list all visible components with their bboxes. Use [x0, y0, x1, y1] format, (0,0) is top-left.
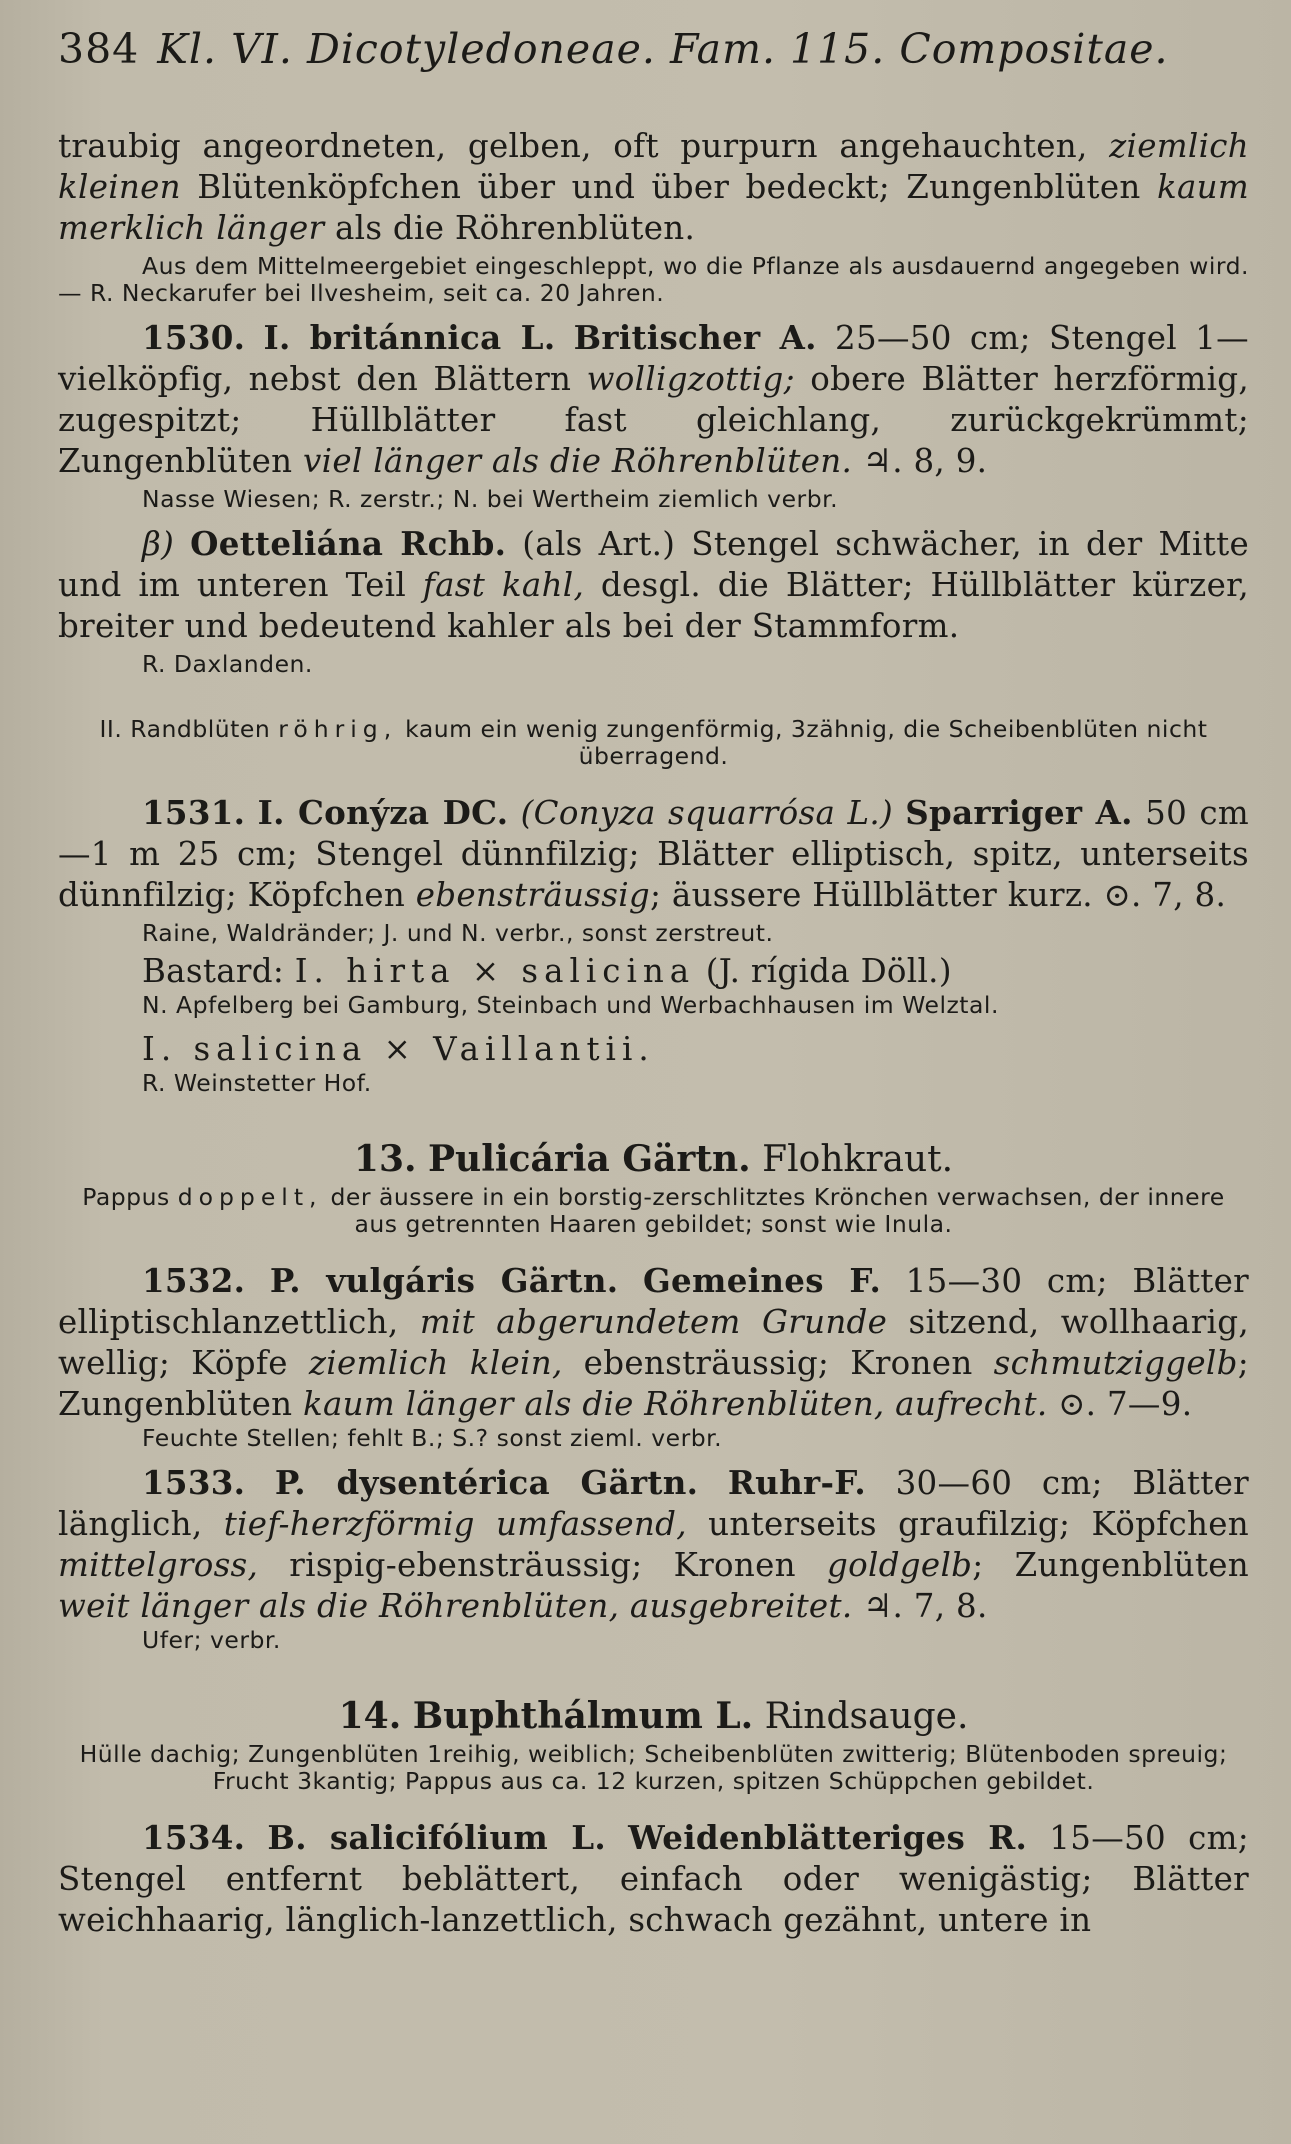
habitat-note: R. Weinstetter Hof.	[142, 1069, 372, 1097]
habitat-note: Aus dem Mittelmeergebiet eingeschleppt, wo die Pflanze als ausdauernd angegeben wird. — R. Neckarufer bei Ilvesheim, seit ca. 20 Jahren.	[58, 252, 1249, 307]
continued-description: traubig angeordneten, gelben, oft purpurn angehauchten, ziemlich kleinen Blütenköpfchen über und über bedeckt; Zungenblüten kaum merklich länger als die Röhrenblüten.	[58, 127, 1249, 247]
hybrid-entry: I. salicina × Vaillantii.	[142, 1030, 655, 1068]
habitat-note: Ufer; verbr.	[142, 1626, 281, 1654]
habitat-note: R. Daxlanden.	[142, 650, 313, 678]
species-1534: 1534. B. salicifólium L. Weidenblätteriges R. 15—50 cm; Stengel entfernt beblättert, einfach oder wenigästig; Blätter weichhaarig, länglich-lanzettlich, schwach gezähnt, untere in	[58, 1818, 1250, 1939]
page-body	[58, 126, 1249, 1941]
habitat-note: N. Apfelberg bei Gamburg, Steinbach und Werbachhausen im Welztal.	[142, 991, 999, 1019]
habitat-note: Nasse Wiesen; R. zerstr.; N. bei Wertheim ziemlich verbr.	[142, 485, 839, 513]
habitat-note: Raine, Waldränder; J. und N. verbr., sonst zerstreut.	[142, 919, 774, 947]
running-title: Kl. VI. Dicotyledoneae. Fam. 115. Compositae.	[157, 25, 1169, 73]
species-1532: 1532. P. vulgáris Gärtn. Gemeines F. 15—30 cm; Blätter elliptischlanzettlich, mit abgerundetem Grunde sitzend, wollhaarig, wellig; Köpfe ziemlich klein, ebensträussig; Kronen schmutziggelb; Zungenblüten kaum länger als die Röhrenblüten, aufrecht. ⊙. 7—9.	[58, 1261, 1249, 1423]
species-number: 1530.	[142, 318, 246, 357]
habitat-note: Feuchte Stellen; fehlt B.; S.? sonst zieml. verbr.	[142, 1424, 723, 1452]
hybrid-entry: Bastard: I. hirta × salicina (J. rígida Döll.)	[142, 952, 952, 990]
genus-heading-14: 14. Buphthálmum L. Rindsauge.	[338, 1695, 969, 1737]
species-name: I. británnica L.	[263, 318, 556, 357]
variety-beta: β) Oetteliána Rchb. (als Art.) Stengel schwächer, in der Mitte und im unteren Teil fast kahl, desgl. die Blätter; Hüllblätter kürzer, breiter und bedeutend kahler als bei der Stammform.	[58, 524, 1250, 645]
species-1530: 1530. I. británnica L. Britischer A. 25—50 cm; Stengel 1—vielköpfig, nebst den Blättern wolligzottig; obere Blätter herzförmig, zugespitzt; Hüllblätter fast gleichlang, zurückgekrümmt; Zungenblüten viel länger als die Röhrenblüten. ♃. 8, 9.	[58, 318, 1250, 480]
genus-heading-13: 13. Pulicária Gärtn. Flohkraut.	[353, 1138, 954, 1180]
key-entry-II: II. Randblüten röhrig, kaum ein wenig zungenförmig, 3zähnig, die Scheibenblüten nicht überragend.	[99, 715, 1208, 770]
species-1533: 1533. P. dysentérica Gärtn. Ruhr-F. 30—60 cm; Blätter länglich, tief-herzförmig umfassend, unterseits graufilzig; Köpfchen mittelgross, rispig-ebensträussig; Kronen goldgelb; Zungenblüten weit länger als die Röhrenblüten, ausgebreitet. ♃. 7, 8.	[58, 1463, 1250, 1625]
species-1531: 1531. I. Conýza DC. (Conyza squarrósa L.) Sparriger A. 50 cm—1 m 25 cm; Stengel dünnfilzig; Blätter elliptisch, spitz, unterseits dünnfilzig; Köpfchen ebensträussig; äussere Hüllblätter kurz. ⊙. 7, 8.	[58, 793, 1249, 914]
genus-description: Hülle dachig; Zungenblüten 1reihig, weiblich; Scheibenblüten zwitterig; Blütenboden spreuig; Frucht 3kantig; Pappus aus ca. 12 kurzen, spitzen Schüppchen gebildet.	[79, 1740, 1228, 1795]
page-number: 384	[58, 25, 140, 73]
running-header	[58, 18, 1249, 80]
common-name: Britischer A.	[573, 318, 817, 357]
genus-description: Pappus doppelt, der äussere in ein borstig-zerschlitztes Krönchen verwachsen, der innere aus getrennten Haaren gebildet; sonst wie Inula.	[82, 1183, 1225, 1238]
